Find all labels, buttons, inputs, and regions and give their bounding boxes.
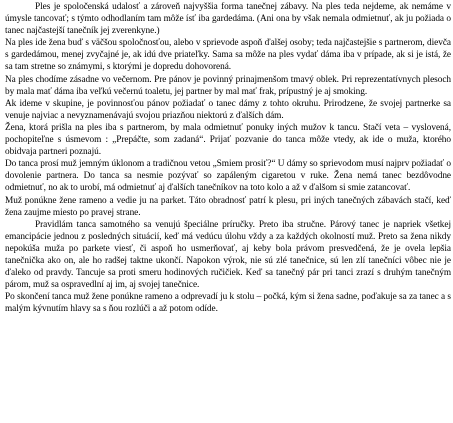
paragraph-asking-to-dance: Do tanca prosí muž jemným úklonom a tradičnou vetou „Smiem prosiť?“ U dámy so sprievodom musí najprv požiadať o dovolenie partnera. Do tanca sa nesmie pozývať so zapáleným cigaretou v ruke. Žena nemá tanec bezdôvodne odmietnuť, no ak to urobí, má odmietnuť aj ďalších tanečníkov na toto kolo a až v ďalšom si smie zatancovať.	[5, 159, 451, 194]
paragraph-dance-rules: Pravidlám tanca samotného sa venujú špeciálne príručky. Preto iba stručne. Párový tanec je napriek všetkej emancipácie jednou z posledných situácií, keď má vedúcu úlohu vždy a za každých okolností muž. Preto sa žena nikdy nepokúša muža po parkete viesť, či aspoň ho usmerňovať, aj keby bola právom presvedčená, že je ovela lepšia tanečnička ako on, ale ho radšej taktne ukončí. Napokon výrok, nie sú zlé tanečnice, sú len zlí tanečníci vôbec nie je ďaleko od pravdy. Tancuje sa proti smeru hodinových ručičiek. Keď sa tanečný pár pri tanci zrazí s druhým tanečným párom, muž sa ospravedlní aj im, aj svojej tanečnice.	[5, 219, 451, 291]
paragraph-group: Ak ideme v skupine, je povinnosťou pánov požiadať o tanec dámy z tohto okruhu. Prirodzene, že svojej partnerke sa venuje najviac a nevyznamenávajú svojou priazňou niektorú z ďalších dám.	[5, 98, 451, 121]
paragraph-ples-intro: Ples je spoločenská udalosť a zároveň najvyššia forma tanečnej zábavy. Na ples teda nejdeme, ak nemáme v úmysle tancovať; s týmto odhodlaním tam môže ísť iba gardedáma. (Ani ona by však nemala odmietnuť, ak ju požiada o tanec najčastejší tanečník jej zverenkyne.)	[5, 2, 451, 37]
paragraph-after-dance: Po skončení tanca muž žene ponúkne rameno a odprevadí ju k stolu – počká, kým si žena sadne, poďakuje sa za tanec a s malým kývnutím hlavy sa s ňou rozlúči a až potom odíde.	[5, 292, 451, 315]
paragraph-dress-code: Na ples chodíme zásadne vo večernom. Pre pánov je povinný prinajmenšom tmavý oblek. Pri reprezentatívnych plesoch by mala mať dáma iba veľkú večernú toaletu, jej partner by mal mať frak, prípustný je aj smoking.	[5, 74, 451, 97]
paragraph-partner-only: Žena, ktorá prišla na ples iba s partnerom, by mala odmietnuť ponuky iných mužov k tancu. Stačí veta – vyslovená, pochopiteľne s úsmevom : „Prepáčte, som zadaná“. Prijať pozvanie do tanca môže vtedy, ak ide o muža, ktorého obidvaja partneri poznajú.	[5, 122, 451, 158]
paragraph-company: Na ples ide žena buď s väčšou spoločnosťou, alebo v sprievode aspoň ďalšej osoby; teda najčastejšie s partnerom, dievča s gardedámou, menej zvyčajné je, ak idú dve priateľky. Sama sa môže na ples vydať dáma iba v prípade, ak si je istá, že sa tam stretne so známymi, s ktorými je dopredu dohovorená.	[5, 38, 451, 73]
paragraph-offer-arm: Muž ponúkne žene rameno a vedie ju na parket. Táto obradnosť patrí k plesu, pri iných tanečných zábavách stačí, keď žena zaujme miesto po pravej strane.	[5, 195, 451, 218]
